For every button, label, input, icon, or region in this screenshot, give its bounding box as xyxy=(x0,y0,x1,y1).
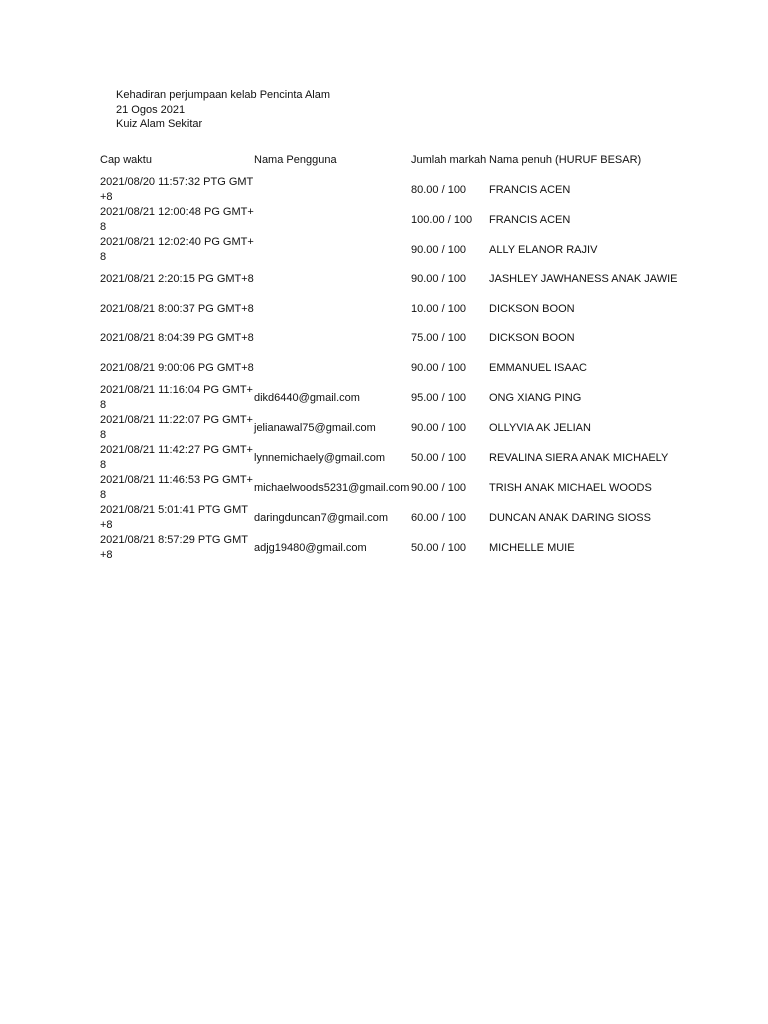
cell-fullname: ALLY ELANOR RAJIV xyxy=(489,243,598,256)
table-row xyxy=(100,295,680,325)
cell-score: 90.00 / 100 xyxy=(411,481,467,494)
cell-fullname: JASHLEY JAWHANESS ANAK JAWIE xyxy=(489,273,678,286)
cell-timestamp: 2021/08/21 8:57:29 PTG GMT+8 xyxy=(100,534,248,562)
cell-score: 50.00 / 100 xyxy=(411,541,467,554)
table-body xyxy=(100,175,680,563)
cell-username xyxy=(254,295,411,325)
cell-username: lynnemichaely@gmail.com xyxy=(254,451,385,464)
cell-username xyxy=(254,324,411,354)
cell-username xyxy=(254,235,411,265)
column-header-fullname: Nama penuh (HURUF BESAR) xyxy=(489,154,642,166)
cell-timestamp: 2021/08/21 12:00:48 PG GMT+8 xyxy=(100,206,254,233)
cell-fullname: FRANCIS ACEN xyxy=(489,213,571,226)
table-row xyxy=(100,235,680,265)
table-header-row xyxy=(100,146,680,175)
cell-username: michaelwoods5231@gmail.com xyxy=(254,481,410,494)
cell-timestamp: 2021/08/21 8:04:39 PG GMT+8 xyxy=(100,332,254,345)
cell-score: 10.00 / 100 xyxy=(411,302,467,315)
table-row xyxy=(100,175,680,205)
cell-timestamp: 2021/08/21 11:16:04 PG GMT+8 xyxy=(100,384,253,412)
cell-username xyxy=(254,265,411,295)
cell-username: dikd6440@gmail.com xyxy=(254,391,360,404)
cell-timestamp: 2021/08/21 11:42:27 PG GMT+8 xyxy=(100,444,253,472)
cell-fullname: ONG XIANG PING xyxy=(489,391,582,404)
cell-username: jelianawal75@gmail.com xyxy=(254,421,376,434)
cell-username xyxy=(254,205,411,235)
column-header-username: Nama Pengguna xyxy=(254,154,337,166)
cell-username: adjg19480@gmail.com xyxy=(254,541,367,554)
column-header-score: Jumlah markah xyxy=(411,154,487,166)
table-row xyxy=(100,205,680,235)
cell-timestamp: 2021/08/21 2:20:15 PG GMT+8 xyxy=(100,273,254,286)
table-row xyxy=(100,383,680,413)
cell-username xyxy=(254,175,411,205)
table-row xyxy=(100,533,680,563)
cell-score: 90.00 / 100 xyxy=(411,273,467,286)
table-row xyxy=(100,354,680,384)
cell-score: 60.00 / 100 xyxy=(411,511,467,524)
table-row xyxy=(100,503,680,533)
cell-score: 90.00 / 100 xyxy=(411,362,467,375)
column-header-timestamp: Cap waktu xyxy=(100,154,152,166)
header-title: Kehadiran perjumpaan kelab Pencinta Alam xyxy=(116,89,331,101)
cell-timestamp: 2021/08/21 11:46:53 PG GMT+8 xyxy=(100,474,253,502)
cell-score: 50.00 / 100 xyxy=(411,451,467,464)
cell-score: 100.00 / 100 xyxy=(411,213,473,226)
cell-score: 75.00 / 100 xyxy=(411,332,467,345)
cell-fullname: MICHELLE MUIE xyxy=(489,541,575,554)
table-row xyxy=(100,443,680,473)
cell-timestamp: 2021/08/21 11:22:07 PG GMT+8 xyxy=(100,414,253,442)
table-row xyxy=(100,413,680,443)
cell-fullname: OLLYVIA AK JELIAN xyxy=(489,421,591,434)
table-row xyxy=(100,265,680,295)
cell-fullname: DICKSON BOON xyxy=(489,302,575,315)
cell-fullname: DICKSON BOON xyxy=(489,332,575,345)
cell-fullname: EMMANUEL ISAAC xyxy=(489,362,588,375)
document-header xyxy=(116,88,330,132)
cell-timestamp: 2021/08/21 9:00:06 PG GMT+8 xyxy=(100,362,254,375)
cell-timestamp: 2021/08/21 8:00:37 PG GMT+8 xyxy=(100,302,254,315)
cell-fullname: TRISH ANAK MICHAEL WOODS xyxy=(489,481,652,494)
cell-score: 95.00 / 100 xyxy=(411,391,467,404)
cell-username: daringduncan7@gmail.com xyxy=(254,511,389,524)
cell-fullname: REVALINA SIERA ANAK MICHAELY xyxy=(489,451,669,464)
cell-fullname: FRANCIS ACEN xyxy=(489,183,571,196)
cell-username xyxy=(254,354,411,384)
cell-score: 90.00 / 100 xyxy=(411,421,467,434)
attendance-table xyxy=(100,146,680,563)
cell-fullname: DUNCAN ANAK DARING SIOSS xyxy=(489,511,651,524)
table-row xyxy=(100,473,680,503)
cell-score: 90.00 / 100 xyxy=(411,243,467,256)
header-quiz-name: Kuiz Alam Sekitar xyxy=(116,118,203,130)
cell-timestamp: 2021/08/21 5:01:41 PTG GMT+8 xyxy=(100,504,248,532)
cell-timestamp: 2021/08/20 11:57:32 PTG GMT+8 xyxy=(100,176,254,203)
cell-score: 80.00 / 100 xyxy=(411,183,467,196)
cell-timestamp: 2021/08/21 12:02:40 PG GMT+8 xyxy=(100,236,254,263)
table-row xyxy=(100,324,680,354)
header-date: 21 Ogos 2021 xyxy=(116,103,186,116)
